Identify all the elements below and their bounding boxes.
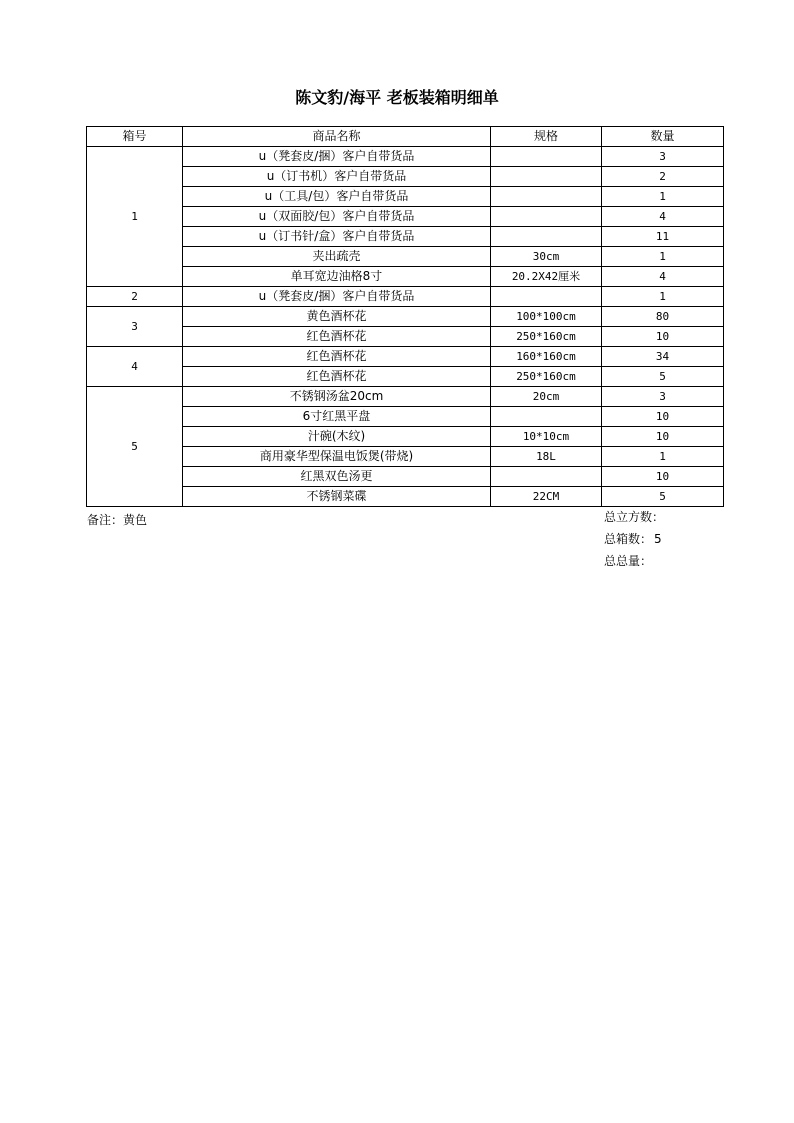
table-row — [87, 147, 724, 167]
item-qty-cell: 2 — [602, 167, 724, 187]
table-row — [87, 247, 724, 267]
item-name-cell: u（凳套皮/捆）客户自带货品 — [183, 287, 491, 307]
item-spec-cell: 20.2X42厘米 — [491, 267, 602, 287]
item-name-cell: 夹出疏壳 — [183, 247, 491, 267]
box-number-cell: 1 — [87, 147, 183, 287]
table-row — [87, 467, 724, 487]
item-qty-cell: 3 — [602, 147, 724, 167]
item-spec-cell — [491, 167, 602, 187]
remark-label: 备注： — [87, 513, 124, 527]
header-quantity: 数量 — [602, 127, 724, 147]
table-row — [87, 487, 724, 507]
item-qty-cell: 4 — [602, 207, 724, 227]
item-name-cell: u（订书机）客户自带货品 — [183, 167, 491, 187]
item-name-cell: u（工具/包）客户自带货品 — [183, 187, 491, 207]
item-spec-cell — [491, 207, 602, 227]
table-row — [87, 187, 724, 207]
item-spec-cell: 250*160cm — [491, 327, 602, 347]
item-qty-cell: 11 — [602, 227, 724, 247]
item-name-cell: u（双面胶/包）客户自带货品 — [183, 207, 491, 227]
item-spec-cell — [491, 407, 602, 427]
table-row — [87, 167, 724, 187]
table-header-row — [87, 127, 724, 147]
box-number-cell: 4 — [87, 347, 183, 387]
item-qty-cell: 10 — [602, 427, 724, 447]
item-qty-cell: 4 — [602, 267, 724, 287]
item-spec-cell: 18L — [491, 447, 602, 467]
item-name-cell: u（订书针/盒）客户自带货品 — [183, 227, 491, 247]
item-qty-cell: 80 — [602, 307, 724, 327]
box-number-cell: 5 — [87, 387, 183, 507]
table-row — [87, 227, 724, 247]
item-spec-cell — [491, 227, 602, 247]
page-title: 陈文豹/海平 老板装箱明细单 — [295, 88, 499, 107]
item-name-cell: 红黑双色汤更 — [183, 467, 491, 487]
total-weight-label: 总总量： — [604, 554, 653, 568]
remark — [87, 511, 147, 529]
table-row — [87, 207, 724, 227]
item-qty-cell: 5 — [602, 367, 724, 387]
item-name-cell: 不锈钢菜碟 — [183, 487, 491, 507]
item-qty-cell: 1 — [602, 187, 724, 207]
item-qty-cell: 34 — [602, 347, 724, 367]
item-name-cell: 汁碗(木纹) — [183, 427, 491, 447]
item-spec-cell: 100*100cm — [491, 307, 602, 327]
table-row — [87, 407, 724, 427]
item-spec-cell: 22CM — [491, 487, 602, 507]
total-boxes-label: 总箱数： — [604, 532, 653, 546]
packing-list-table — [86, 126, 724, 507]
item-qty-cell: 10 — [602, 407, 724, 427]
item-name-cell: 红色酒杯花 — [183, 327, 491, 347]
total-volume-line — [604, 508, 666, 530]
header-item-name: 商品名称 — [183, 127, 491, 147]
box-number-cell: 2 — [87, 287, 183, 307]
item-qty-cell: 1 — [602, 247, 724, 267]
item-name-cell: 黄色酒杯花 — [183, 307, 491, 327]
item-spec-cell — [491, 287, 602, 307]
item-spec-cell: 30cm — [491, 247, 602, 267]
item-name-cell: 红色酒杯花 — [183, 347, 491, 367]
table-row — [87, 367, 724, 387]
header-spec: 规格 — [491, 127, 602, 147]
total-volume-label: 总立方数： — [604, 510, 665, 524]
item-name-cell: 商用豪华型保温电饭煲(带烧) — [183, 447, 491, 467]
item-name-cell: 单耳宽边油格8寸 — [183, 267, 491, 287]
item-qty-cell: 1 — [602, 287, 724, 307]
item-spec-cell — [491, 467, 602, 487]
item-spec-cell — [491, 147, 602, 167]
total-boxes-value: 5 — [654, 532, 662, 546]
item-qty-cell: 5 — [602, 487, 724, 507]
item-spec-cell: 20cm — [491, 387, 602, 407]
table-row — [87, 267, 724, 287]
box-number-cell: 3 — [87, 307, 183, 347]
table-row — [87, 327, 724, 347]
item-qty-cell: 3 — [602, 387, 724, 407]
table-row — [87, 307, 724, 327]
item-name-cell: 不锈钢汤盆20cm — [183, 387, 491, 407]
item-qty-cell: 10 — [602, 327, 724, 347]
item-spec-cell: 250*160cm — [491, 367, 602, 387]
item-qty-cell: 10 — [602, 467, 724, 487]
summary-block — [604, 508, 666, 574]
table-row — [87, 387, 724, 407]
table-row — [87, 447, 724, 467]
header-box-no: 箱号 — [87, 127, 183, 147]
remark-value: 黄色 — [123, 513, 148, 527]
table-row — [87, 427, 724, 447]
table-row — [87, 347, 724, 367]
item-spec-cell — [491, 187, 602, 207]
item-name-cell: 红色酒杯花 — [183, 367, 491, 387]
total-boxes-line — [604, 530, 666, 552]
total-weight-line — [604, 552, 666, 574]
item-spec-cell: 160*160cm — [491, 347, 602, 367]
item-qty-cell: 1 — [602, 447, 724, 467]
table-row — [87, 287, 724, 307]
item-name-cell: u（凳套皮/捆）客户自带货品 — [183, 147, 491, 167]
item-spec-cell: 10*10cm — [491, 427, 602, 447]
item-name-cell: 6寸红黑平盘 — [183, 407, 491, 427]
